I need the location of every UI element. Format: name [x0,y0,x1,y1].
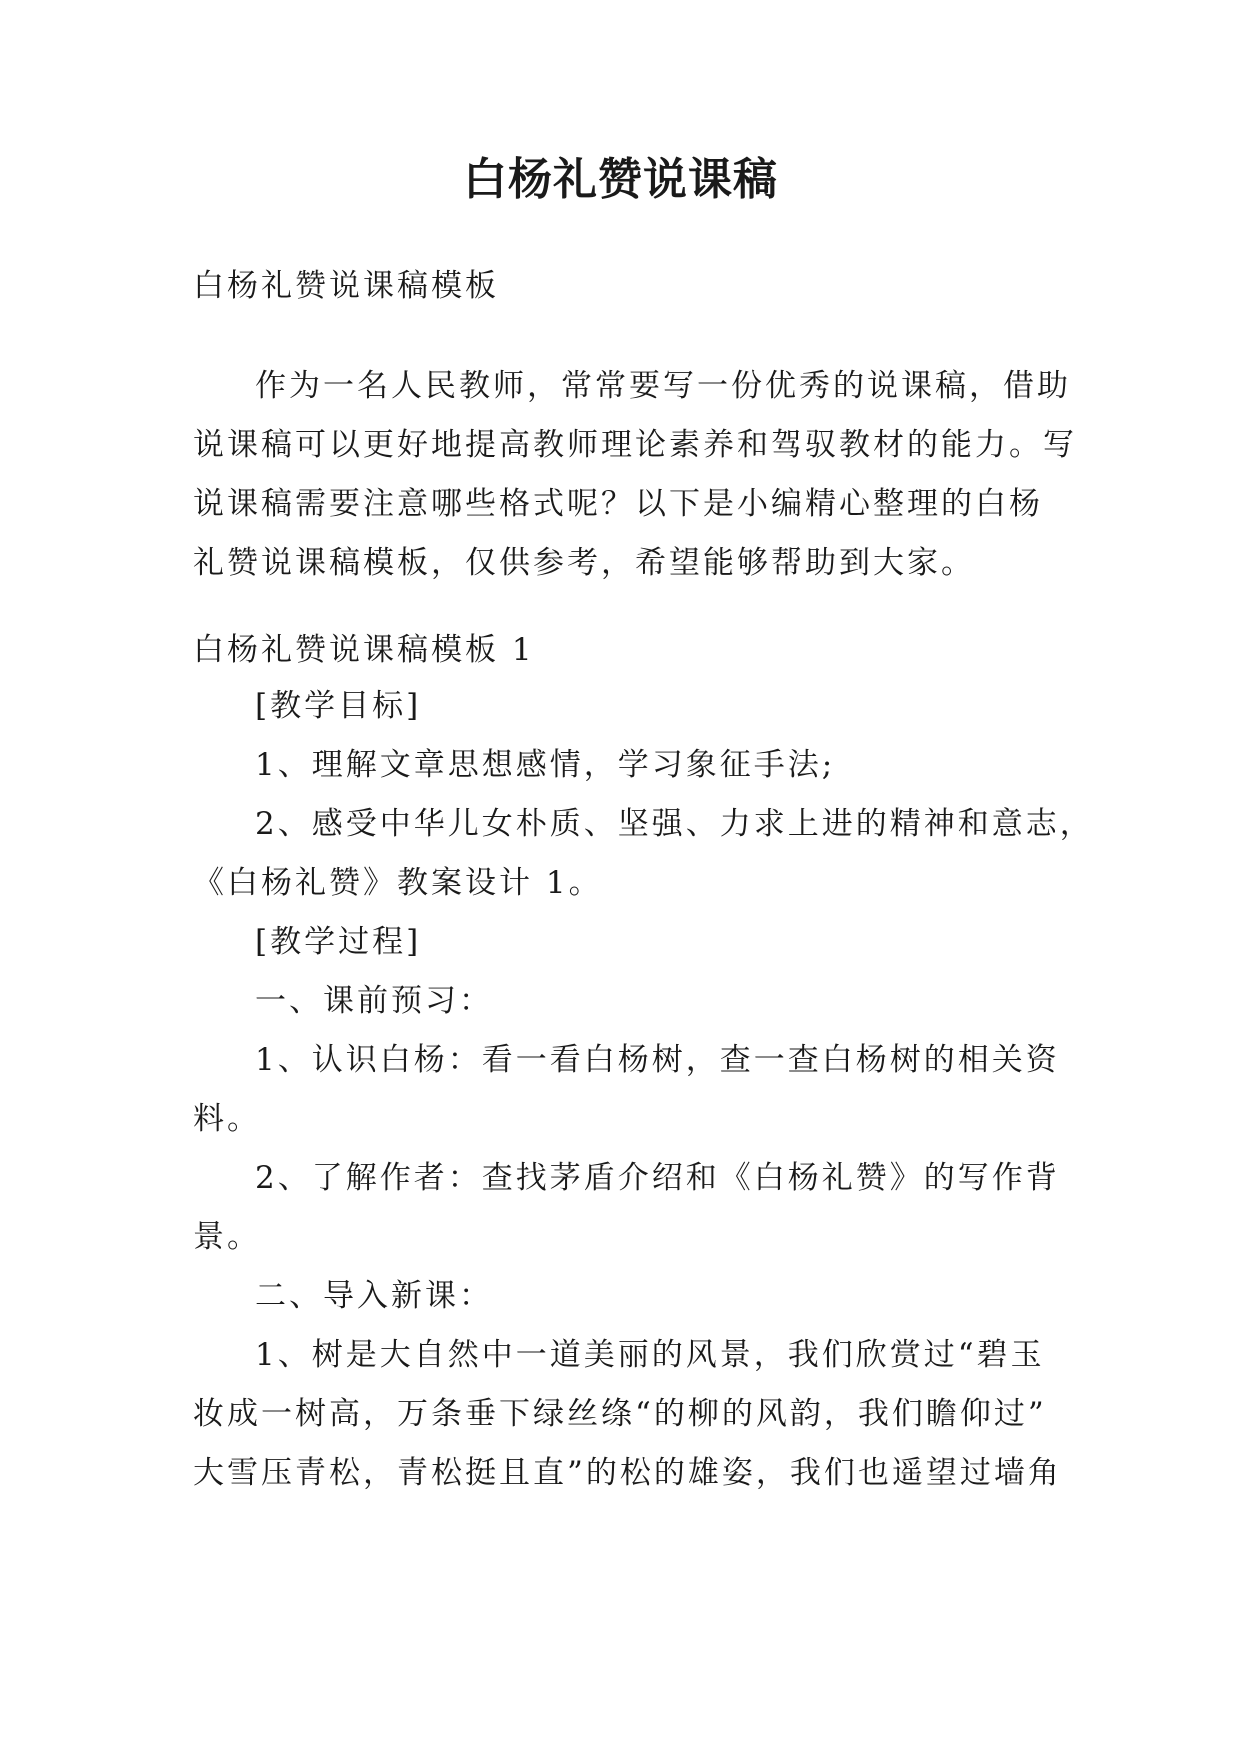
teaching-process-heading: [教学过程] [255,924,422,960]
body-line-intro-1-cont-a: 妆成一树高，万条垂下绿丝绦“的柳的风韵，我们瞻仰过” [193,1396,1047,1432]
body-line-preview-2: 2、了解作者：查找茅盾介绍和《白杨礼赞》的写作背 [255,1160,1060,1196]
section-heading: 白杨礼赞说课稿模板 1 [193,632,535,668]
section-body [193,686,1093,1512]
body-line-preview-2-cont: 景。 [193,1219,261,1255]
teaching-goals-heading: [教学目标] [255,688,422,724]
document-subtitle: 白杨礼赞说课稿模板 [193,268,499,304]
intro-line-2: 说课稿可以更好地提高教师理论素养和驾驭教材的能力。写 [193,427,1077,463]
body-line-intro-heading: 二、导入新课： [255,1278,493,1314]
body-line-goal-2-cont: 《白杨礼赞》教案设计 1。 [193,865,603,901]
body-line-intro-1: 1、树是大自然中一道美丽的风景，我们欣赏过“碧玉 [255,1337,1045,1373]
body-line-goal-1: 1、理解文章思想感情，学习象征手法; [255,747,836,783]
body-line-preview-1-cont: 料。 [193,1101,261,1137]
document-title: 白杨礼赞说课稿 [463,154,778,205]
body-line-preview-1: 1、认识白杨：看一看白杨树，查一查白杨树的相关资 [255,1042,1060,1078]
body-line-preview-heading: 一、课前预习： [255,983,493,1019]
intro-line-1: 作为一名人民教师，常常要写一份优秀的说课稿，借助 [255,368,1071,404]
body-line-goal-2: 2、感受中华儿女朴质、坚强、力求上进的精神和意志， [255,806,1094,842]
intro-line-3: 说课稿需要注意哪些格式呢？以下是小编精心整理的白杨 [193,486,1043,522]
body-line-intro-1-cont-b: 大雪压青松，青松挺且直”的松的雄姿，我们也遥望过墙角 [193,1455,1062,1491]
intro-paragraph [193,366,1093,602]
intro-line-4: 礼赞说课稿模板，仅供参考，希望能够帮助到大家。 [193,545,975,581]
